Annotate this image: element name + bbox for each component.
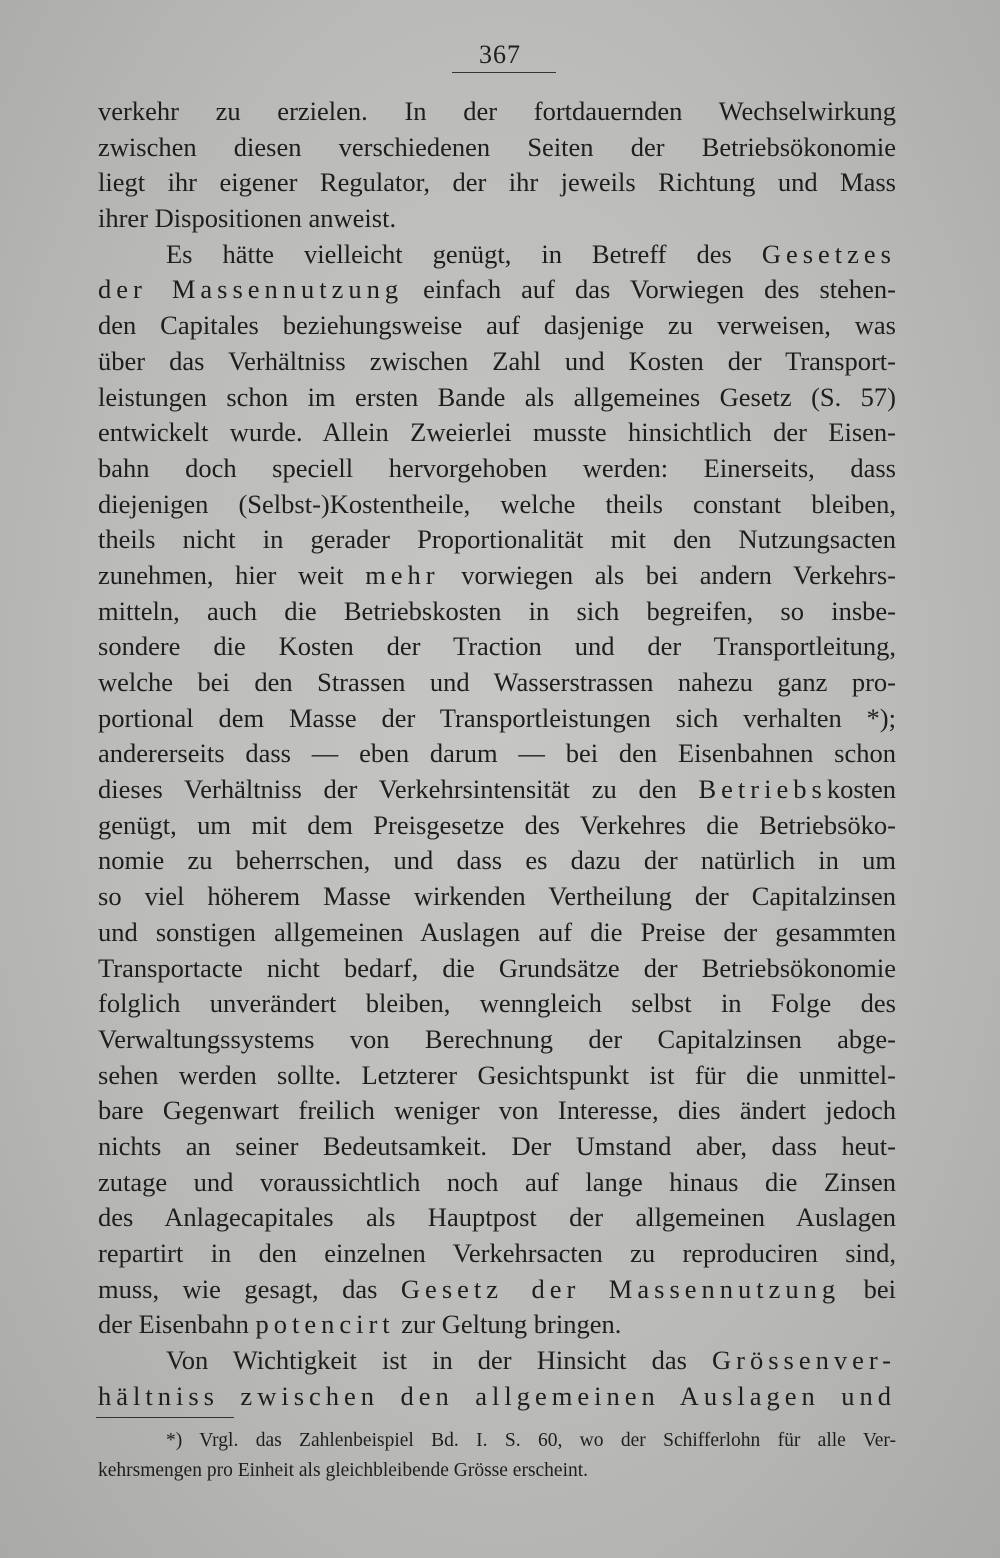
text-line-content: sehen werden sollte. Letzterer Gesichtspunkt ist für die unmittel-	[98, 1059, 896, 1090]
text-line	[98, 1272, 896, 1308]
text-line-content: liegt ihr eigener Regulator, der ihr jeweils Richtung und Mass	[98, 167, 896, 198]
text-line	[98, 1165, 896, 1201]
text-run: kosten	[826, 774, 896, 805]
text-line	[98, 308, 896, 344]
text-line-content: den Capitales beziehungsweise auf dasjenige zu verweisen, was	[98, 310, 896, 341]
text-line	[98, 915, 896, 951]
text-run: zur Geltung bringen.	[394, 1309, 622, 1340]
text-line	[98, 130, 896, 166]
text-line	[98, 272, 896, 308]
text-run: Von Wichtigkeit ist in der Hinsicht das	[166, 1345, 713, 1376]
text-run: vorwiegen als bei andern Verkehrs-	[439, 559, 896, 590]
text-run: dieses Verhältniss der Verkehrsintensität zu den	[98, 774, 699, 805]
text-line	[98, 879, 896, 915]
text-line	[98, 843, 896, 879]
text-line	[98, 629, 896, 665]
spaced-emphasis: Grössenver-	[712, 1345, 896, 1376]
text-line	[98, 736, 896, 772]
text-line-content: folglich unverändert bleiben, wenngleich selbst in Folge des	[98, 988, 896, 1019]
text-line-content: nichts an seiner Bedeutsamkeit. Der Umstand aber, dass heut-	[98, 1130, 896, 1161]
text-run: der Eisenbahn	[98, 1309, 256, 1340]
spaced-emphasis: Gesetz der Massennutzung	[400, 1273, 841, 1304]
page-number: 367	[479, 40, 521, 69]
text-line-content: Verwaltungssystems von Berechnung der Capitalzinsen abge-	[98, 1023, 896, 1054]
text-line-content	[98, 274, 896, 304]
text-run: bei	[840, 1273, 896, 1304]
text-line	[98, 522, 896, 558]
text-line-content: zwischen diesen verschiedenen Seiten der Betriebsökonomie	[98, 131, 896, 162]
text-line-content: portional dem Masse der Transportleistungen sich verhalten *);	[98, 702, 896, 733]
text-line	[98, 1200, 896, 1236]
text-line	[98, 1022, 896, 1058]
text-line-content: des Anlagecapitales als Hauptpost der allgemeinen Auslagen	[98, 1202, 896, 1233]
text-line	[98, 1307, 896, 1343]
text-line	[98, 986, 896, 1022]
text-line	[98, 237, 896, 273]
text-run: Es hätte vielleicht genügt, in Betreff des	[166, 238, 762, 269]
spaced-emphasis: Gesetzes	[761, 238, 896, 269]
text-line-content	[98, 1309, 621, 1339]
text-line-content: so viel höherem Masse wirkenden Vertheilung der Capitalzinsen	[98, 881, 896, 912]
text-line	[98, 1129, 896, 1165]
text-line-content: bahn doch speciell hervorgehoben werden: Einerseits, dass	[98, 452, 896, 483]
footnote-line: *) Vrgl. das Zahlenbeispiel Bd. I. S. 60, wo der Schifferlohn für alle Ver-	[166, 1430, 896, 1451]
body-text	[98, 94, 896, 1414]
text-line-content	[98, 774, 896, 804]
text-line-content	[98, 1381, 896, 1411]
text-line	[98, 772, 896, 808]
text-run: muss, wie gesagt, das	[98, 1273, 401, 1304]
text-line-content: nomie zu beherrschen, und dass es dazu der natürlich in um	[98, 845, 896, 876]
spaced-emphasis: Betriebs	[698, 774, 827, 805]
text-line-content: und sonstigen allgemeinen Auslagen auf die Preise der gesammten	[98, 916, 896, 947]
text-line	[98, 594, 896, 630]
text-line-content: entwickelt wurde. Allein Zweierlei musste hinsichtlich der Eisen-	[98, 417, 896, 448]
spaced-emphasis: der Massennutzung	[98, 274, 404, 305]
text-line-content: über das Verhältniss zwischen Zahl und Kosten der Transport-	[98, 345, 896, 376]
text-line-content	[98, 560, 896, 590]
text-line-content: bare Gegenwart freilich weniger von Interesse, dies ändert jedoch	[98, 1095, 896, 1126]
spaced-emphasis: mehr	[365, 559, 440, 590]
footnote-rule	[96, 1417, 234, 1418]
text-line-content	[166, 239, 896, 269]
text-line	[98, 487, 896, 523]
text-line-content: genügt, um mit dem Preisgesetze des Verkehres die Betriebsöko-	[98, 809, 896, 840]
text-line-content	[98, 1274, 896, 1304]
text-line-content: leistungen schon im ersten Bande als allgemeines Gesetz (S. 57)	[98, 381, 896, 412]
text-line-content: mitteln, auch die Betriebskosten in sich begreifen, so insbe-	[98, 595, 896, 626]
text-line-content: theils nicht in gerader Proportionalität mit den Nutzungsacten	[98, 524, 896, 555]
footnote-line: kehrsmengen pro Einheit als gleichbleibende Grösse erscheint.	[98, 1460, 589, 1481]
text-line	[98, 165, 896, 201]
header-rule	[452, 72, 556, 73]
text-line	[98, 665, 896, 701]
text-line-content	[166, 1345, 896, 1375]
text-line	[98, 1093, 896, 1129]
text-line	[98, 344, 896, 380]
text-line	[98, 1379, 896, 1415]
text-line	[98, 701, 896, 737]
text-line	[98, 558, 896, 594]
spaced-emphasis: hältniss zwischen den allgemeinen Auslagen und	[98, 1380, 896, 1411]
footnotes	[98, 1426, 896, 1486]
text-line-content: welche bei den Strassen und Wasserstrassen nahezu ganz pro-	[98, 667, 896, 697]
spaced-emphasis: potencirt	[255, 1309, 395, 1340]
text-line-content: andererseits dass — eben darum — bei den Eisenbahnen schon	[98, 738, 896, 769]
text-line-content: zutage und voraussichtlich noch auf lange hinaus die Zinsen	[98, 1166, 896, 1197]
text-line-content: repartirt in den einzelnen Verkehrsacten zu reproduciren sind,	[98, 1238, 896, 1268]
text-line-content: verkehr zu erzielen. In der fortdauernden Wechselwirkung	[98, 96, 896, 126]
text-line	[98, 201, 896, 237]
text-line	[98, 951, 896, 987]
text-line	[98, 1058, 896, 1094]
text-line	[98, 380, 896, 416]
text-line-content: diejenigen (Selbst-)Kostentheile, welche theils constant bleiben,	[98, 488, 896, 519]
text-line	[98, 1236, 896, 1272]
text-line-content: Transportacte nicht bedarf, die Grundsätze der Betriebsökonomie	[98, 952, 896, 983]
text-line	[98, 451, 896, 487]
text-line	[98, 808, 896, 844]
text-line	[98, 415, 896, 451]
text-line	[98, 1343, 896, 1379]
text-line-content: ihrer Dispositionen anweist.	[98, 203, 397, 234]
text-run: einfach auf das Vorwiegen des stehen-	[403, 274, 896, 305]
text-line-content: sondere die Kosten der Traction und der Transportleitung,	[98, 631, 896, 662]
text-line	[98, 94, 896, 130]
text-run: zunehmen, hier weit	[98, 559, 366, 590]
